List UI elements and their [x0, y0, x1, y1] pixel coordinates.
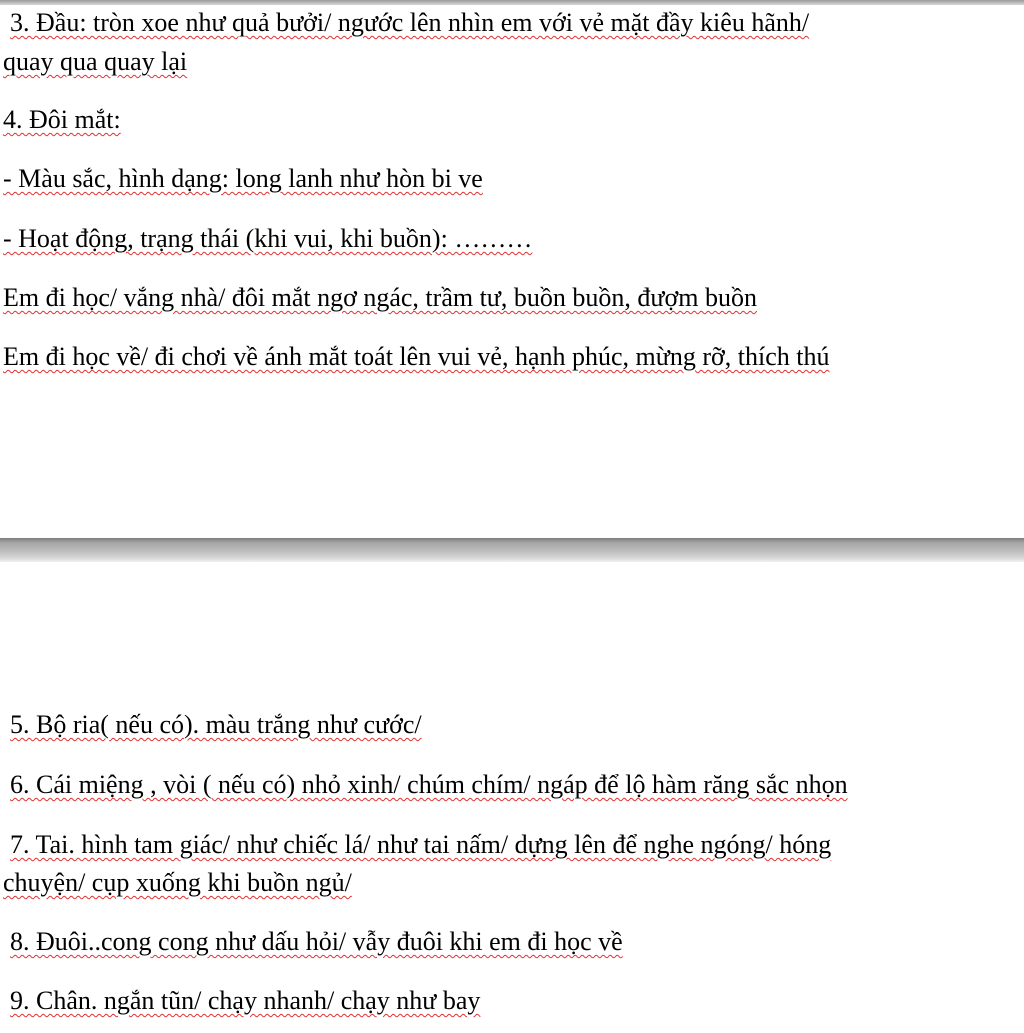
text-line-tail: 8. Đuôi..cong cong như dấu hỏi/ vẫy đuôi khi em đi học về — [10, 927, 623, 956]
text-line-ears-cont: chuyện/ cụp xuống khi buồn ngủ/ — [3, 868, 352, 897]
text-line-ears: 7. Tai. hình tam giác/ như chiếc lá/ như tai nấm/ dựng lên để nghe ngóng/ hóng — [10, 830, 832, 859]
document-page-2[interactable] — [0, 562, 1024, 1033]
document-page-1[interactable] — [0, 5, 1024, 538]
text-line-eyes-happy: Em đi học về/ đi chơi về ánh mắt toát lên vui vẻ, hạnh phúc, mừng rỡ, thích thú — [3, 342, 830, 371]
text-line-eyes: 4. Đôi mắt: — [3, 105, 121, 134]
page-break-separator — [0, 538, 1024, 562]
text-line-eyes-activity: - Hoạt động, trạng thái (khi vui, khi buồn): ……… — [3, 224, 533, 253]
text-line-eyes-color: - Màu sắc, hình dạng: long lanh như hòn bi ve — [3, 164, 483, 193]
text-line-head-cont: quay qua quay lại — [3, 47, 188, 76]
text-line-eyes-sad: Em đi học/ vắng nhà/ đôi mắt ngơ ngác, trầm tư, buồn buồn, đượm buồn — [3, 283, 757, 312]
text-line-mouth: 6. Cái miệng , vòi ( nếu có) nhỏ xinh/ chúm chím/ ngáp để lộ hàm răng sắc nhọn — [10, 770, 848, 799]
text-line-head: 3. Đầu: tròn xoe như quả bưởi/ ngước lên nhìn em với vẻ mặt đầy kiêu hãnh/ — [10, 8, 810, 37]
text-line-legs: 9. Chân. ngắn tũn/ chạy nhanh/ chạy như bay — [10, 986, 481, 1015]
text-line-whiskers: 5. Bộ ria( nếu có). màu trắng như cước/ — [10, 710, 422, 739]
